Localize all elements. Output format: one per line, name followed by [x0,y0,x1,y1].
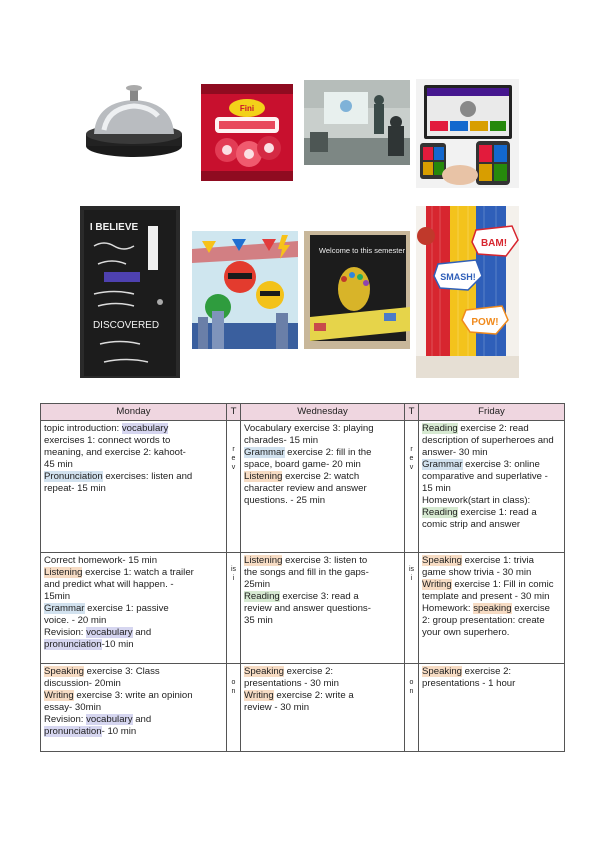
cell-text: Revision: [44,714,87,725]
cell-text: charades- 15 min [244,435,319,446]
cell-line [244,471,401,483]
highlighted-term: Grammar [244,447,285,458]
cell-text: answer- 30 min [422,447,488,458]
bubble-text-1: BAM! [480,238,508,249]
cell-line [44,678,223,690]
cell-text: topic introduction: [44,423,122,434]
cell-line [422,495,561,507]
cell-line [422,423,561,435]
highlighted-term: Reading [422,507,458,518]
cell-line [422,579,561,591]
cell-line [44,702,223,714]
cell-line [422,447,561,459]
cell-line [244,423,401,435]
cell-line [44,555,223,567]
cell-text: Homework(start in class): [422,495,531,506]
cell-line [422,603,561,615]
cell-line [44,726,223,738]
cell-line [244,483,401,495]
cell-line [44,591,223,603]
highlighted-term: Listening [244,555,283,566]
cell-text: exercise [511,603,550,614]
cell-friday-3 [419,664,565,752]
cell-line [44,459,223,471]
t-label: on [409,679,414,695]
cell-text: repeat- 15 min [44,483,106,494]
cell-line [244,678,401,690]
cell-line [44,579,223,591]
cell-text: exercise 2: watch [282,471,360,482]
highlighted-term: Speaking [422,555,463,566]
cell-line [44,627,223,639]
desk-bell-photo [80,80,187,165]
cell-line [422,459,561,471]
cell-text: 45 min [44,459,73,470]
cell-line [244,603,401,615]
highlighted-term: Pronunciation [44,471,103,482]
bubble-text-2: SMASH! [440,272,476,282]
highlighted-term: Speaking [422,666,463,677]
header-t1: T [227,404,241,421]
cell-text: exercise 1: Fill in comic [451,579,554,590]
table-row [41,421,565,553]
candy-brand-text: Fini [239,104,255,113]
cell-text: exercise 1: trivia [462,555,534,566]
cell-text: character review and answer [244,483,367,494]
t-label: on [231,679,236,695]
cell-line [44,639,223,651]
cell-monday-3 [41,664,227,752]
cell-monday-2 [41,553,227,664]
cell-text: -10 min [101,639,134,650]
cell-text: exercise 3: write an opinion [73,690,193,701]
cell-wednesday-3 [241,664,405,752]
header-t2: T [405,404,419,421]
table-header-row [41,404,565,421]
cell-text: review - 30 min [244,702,310,713]
cell-text: exercise 3: read a [279,591,359,602]
t-cell-1b [405,421,419,553]
cell-line [44,567,223,579]
highlighted-term: Listening [244,471,283,482]
banner-text: Welcome to this semester [318,246,406,255]
cell-line [422,591,561,603]
highlighted-term: speaking [473,603,512,614]
cell-line [422,483,561,495]
cell-line [244,666,401,678]
cell-text: presentations - 30 min [244,678,339,689]
cell-text: voice. - 20 min [44,615,107,626]
cell-text: 15min [44,591,71,602]
cell-text: template and present - 30 min [422,591,550,602]
cell-text: and [132,627,152,638]
cell-line [244,567,401,579]
lanterns-photo [192,231,298,349]
cell-text: 2: group presentation: create [422,615,545,626]
cell-text: discussion- 20min [44,678,121,689]
cell-line [44,666,223,678]
cell-text: game show trivia - 30 min [422,567,532,578]
cell-line [44,447,223,459]
cell-text: - 10 min [101,726,137,737]
cell-line [422,507,561,519]
cell-text: essay- 30min [44,702,102,713]
cell-line [422,519,561,531]
cell-text: exercise 2: [284,666,334,677]
cell-text: 35 min [244,615,273,626]
cell-line [244,447,401,459]
t-label: rev [231,446,236,471]
table-row [41,553,565,664]
cell-text: Revision: [44,627,87,638]
cell-text: questions. - 25 min [244,495,326,506]
highlighted-term: Reading [244,591,280,602]
cell-line [44,435,223,447]
cell-text: exercise 1: read a [457,507,537,518]
cell-text: space, board game- 20 min [244,459,361,470]
cell-text: exercise 2: read [457,423,529,434]
header-friday: Friday [419,404,565,421]
cell-line [422,435,561,447]
highlighted-term: pronunciation [44,639,102,650]
superhero-backdrop-photo [416,206,519,378]
highlighted-term: vocabulary [86,714,133,725]
bubble-text-3: POW! [471,317,499,328]
cell-text: exercises 1: connect words to [44,435,171,446]
cell-line [244,702,401,714]
highlighted-term: pronunciation [44,726,102,737]
t-label: rev [409,446,414,471]
t-cell-3b [405,664,419,752]
cell-text: exercise 3: online [462,459,540,470]
cell-text: presentations - 1 hour [422,678,516,689]
chalkboard-door-photo [80,206,180,378]
kahoot-devices-photo [416,79,519,188]
cell-text: Correct homework- 15 min [44,555,158,566]
cell-line [422,567,561,579]
highlighted-term: Writing [44,690,74,701]
cell-line [422,666,561,678]
table-row [41,664,565,752]
cell-text: exercise 2: [462,666,512,677]
cell-line [244,435,401,447]
cell-wednesday-1 [241,421,405,553]
cell-text: exercise 2: fill in the [284,447,372,458]
highlighted-term: Grammar [422,459,463,470]
cell-friday-1 [419,421,565,553]
header-wednesday: Wednesday [241,404,405,421]
classroom-projector-photo [304,80,410,165]
cell-line [244,555,401,567]
cell-line [44,423,223,435]
cell-text: exercises: listen and [102,471,193,482]
highlighted-term: Writing [244,690,274,701]
door-sign-title: I BELIEVE [89,222,139,233]
t-cell-2a [227,553,241,664]
cell-text: exercise 1: passive [84,603,169,614]
cell-text: exercise 1: watch a trailer [82,567,194,578]
door-sign-word: DISCOVERED [92,320,160,331]
t-cell-3a [227,664,241,752]
header-monday: Monday [41,404,227,421]
t-label: isi [230,566,237,582]
cell-text: meaning, and exercise 2: kahoot- [44,447,186,458]
highlighted-term: vocabulary [121,423,169,434]
cell-line [244,579,401,591]
highlighted-term: Listening [44,567,83,578]
t-label: isi [408,566,415,582]
bulletin-board-photo [304,231,410,349]
cell-line [422,678,561,690]
cell-wednesday-2 [241,553,405,664]
cell-text: Homework: [422,603,474,614]
cell-line [244,591,401,603]
cell-line [44,603,223,615]
cell-text: and [132,714,152,725]
highlighted-term: vocabulary [86,627,133,638]
highlighted-term: Reading [422,423,458,434]
highlighted-term: Speaking [244,666,285,677]
cell-line [44,483,223,495]
cell-line [244,690,401,702]
cell-line [44,714,223,726]
cell-line [244,495,401,507]
cell-text: description of superheroes and [422,435,554,446]
cell-text: exercise 3: Class [84,666,160,677]
cell-line [422,471,561,483]
cell-line [244,615,401,627]
cell-line [422,627,561,639]
cell-text: and predict what will happen. - [44,579,174,590]
cell-text: your own superhero. [422,627,510,638]
cell-friday-2 [419,553,565,664]
cell-text: the songs and fill in the gaps- [244,567,369,578]
cell-text: comic strip and answer [422,519,521,530]
cell-line [422,615,561,627]
cell-text: 15 min [422,483,451,494]
cell-line [244,459,401,471]
highlighted-term: Writing [422,579,452,590]
cell-text: exercise 2: write a [273,690,354,701]
cell-text: 25min [244,579,271,590]
t-cell-1a [227,421,241,553]
cell-text: Vocabulary exercise 3: playing [244,423,374,434]
cell-text: exercise 3: listen to [282,555,368,566]
cell-line [44,690,223,702]
candy-bag-photo [201,84,293,181]
highlighted-term: Speaking [44,666,85,677]
weekly-schedule-table [40,403,565,752]
t-cell-2b [405,553,419,664]
cell-monday-1 [41,421,227,553]
cell-line [422,555,561,567]
cell-line [44,471,223,483]
cell-line [44,615,223,627]
highlighted-term: Grammar [44,603,85,614]
cell-text: comparative and superlative - [422,471,548,482]
cell-text: review and answer questions- [244,603,371,614]
